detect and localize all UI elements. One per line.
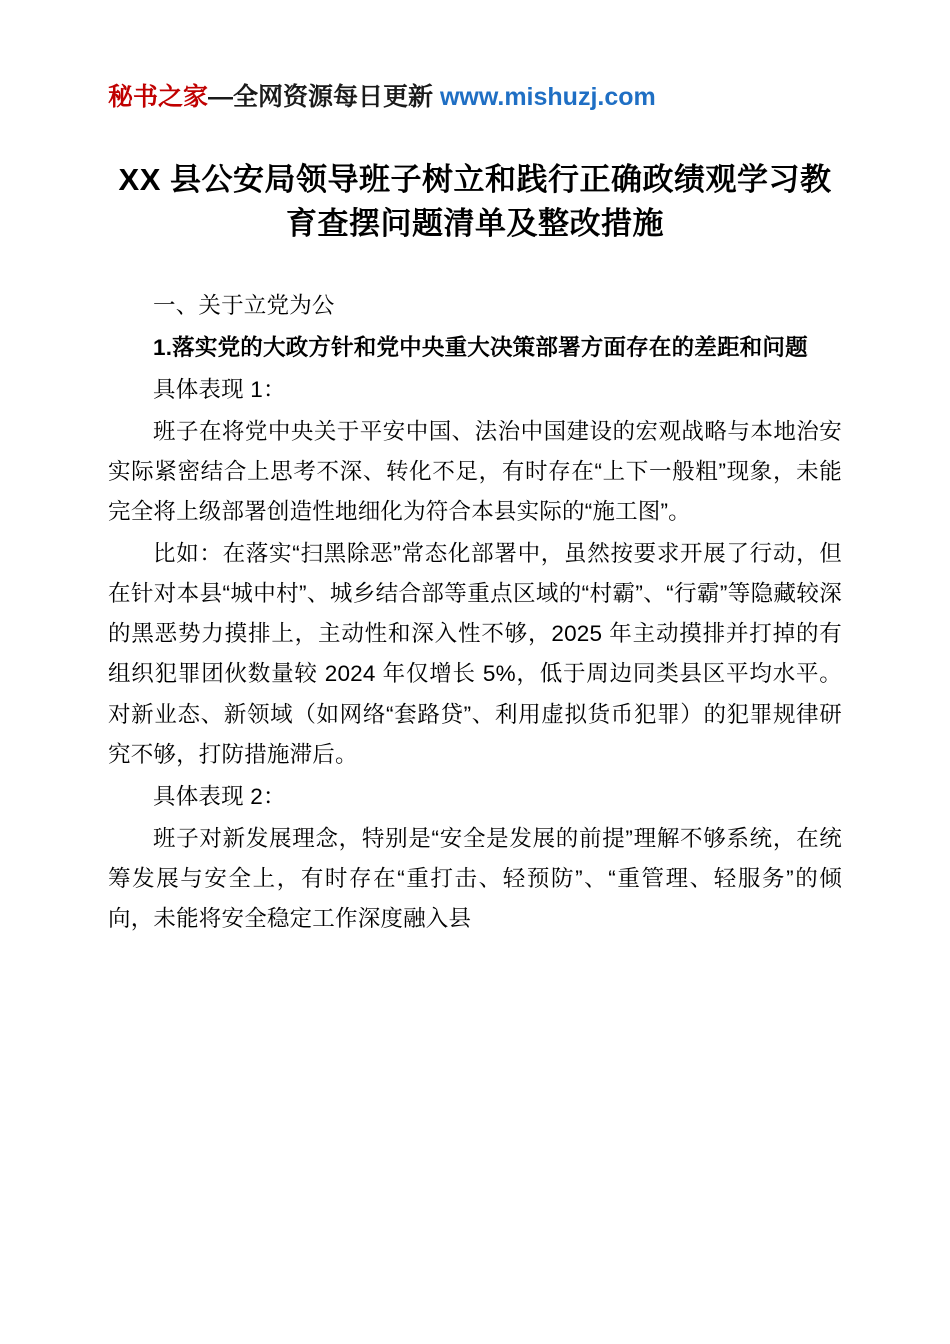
manifestation-1-example: 比如：在落实“扫黑除恶”常态化部署中，虽然按要求开展了行动，但在针对本县“城中村”、城乡结合部等重点区域的“村霸”、“行霸”等隐藏较深的黑恶势力摸排上，主动性和深入性不够，2025 年主动摸排并打掉的有组织犯罪团伙数量较 2024 年仅增长 5%，低于周边同类县区平均水平。对新业态、新领域（如网络“套路贷”、利用虚拟货币犯罪）的犯罪规律研究不够，打防措施滞后。 <box>108 541 842 767</box>
site-watermark <box>108 82 842 112</box>
document-body <box>108 286 842 939</box>
watermark-tagline: —全网资源每日更新 <box>208 83 440 111</box>
manifestation-1-label: 具体表现 1： <box>153 377 286 403</box>
watermark-url[interactable]: www.mishuzj.com <box>439 83 656 111</box>
manifestation-2-body: 班子对新发展理念，特别是“安全是发展的前提”理解不够系统，在统筹发展与安全上，有时存在“重打击、轻预防”、“重管理、轻服务”的倾向，未能将安全稳定工作深度融入县 <box>108 825 842 931</box>
page-title: XX 县公安局领导班子树立和践行正确政绩观学习教育查摆问题清单及整改措施 <box>118 162 832 242</box>
manifestation-2-label: 具体表现 2： <box>153 783 286 809</box>
sub-heading: 1.落实党的大政方针和党中央重大决策部署方面存在的差距和问题 <box>153 335 808 361</box>
manifestation-1-body: 班子在将党中央关于平安中国、法治中国建设的宏观战略与本地治安实际紧密结合上思考不深、转化不足，有时存在“上下一般粗”现象，未能完全将上级部署创造性地细化为符合本县实际的“施工图”。 <box>108 419 842 525</box>
watermark-brand: 秘书之家 <box>108 83 209 111</box>
section-heading: 一、关于立党为公 <box>153 293 335 319</box>
